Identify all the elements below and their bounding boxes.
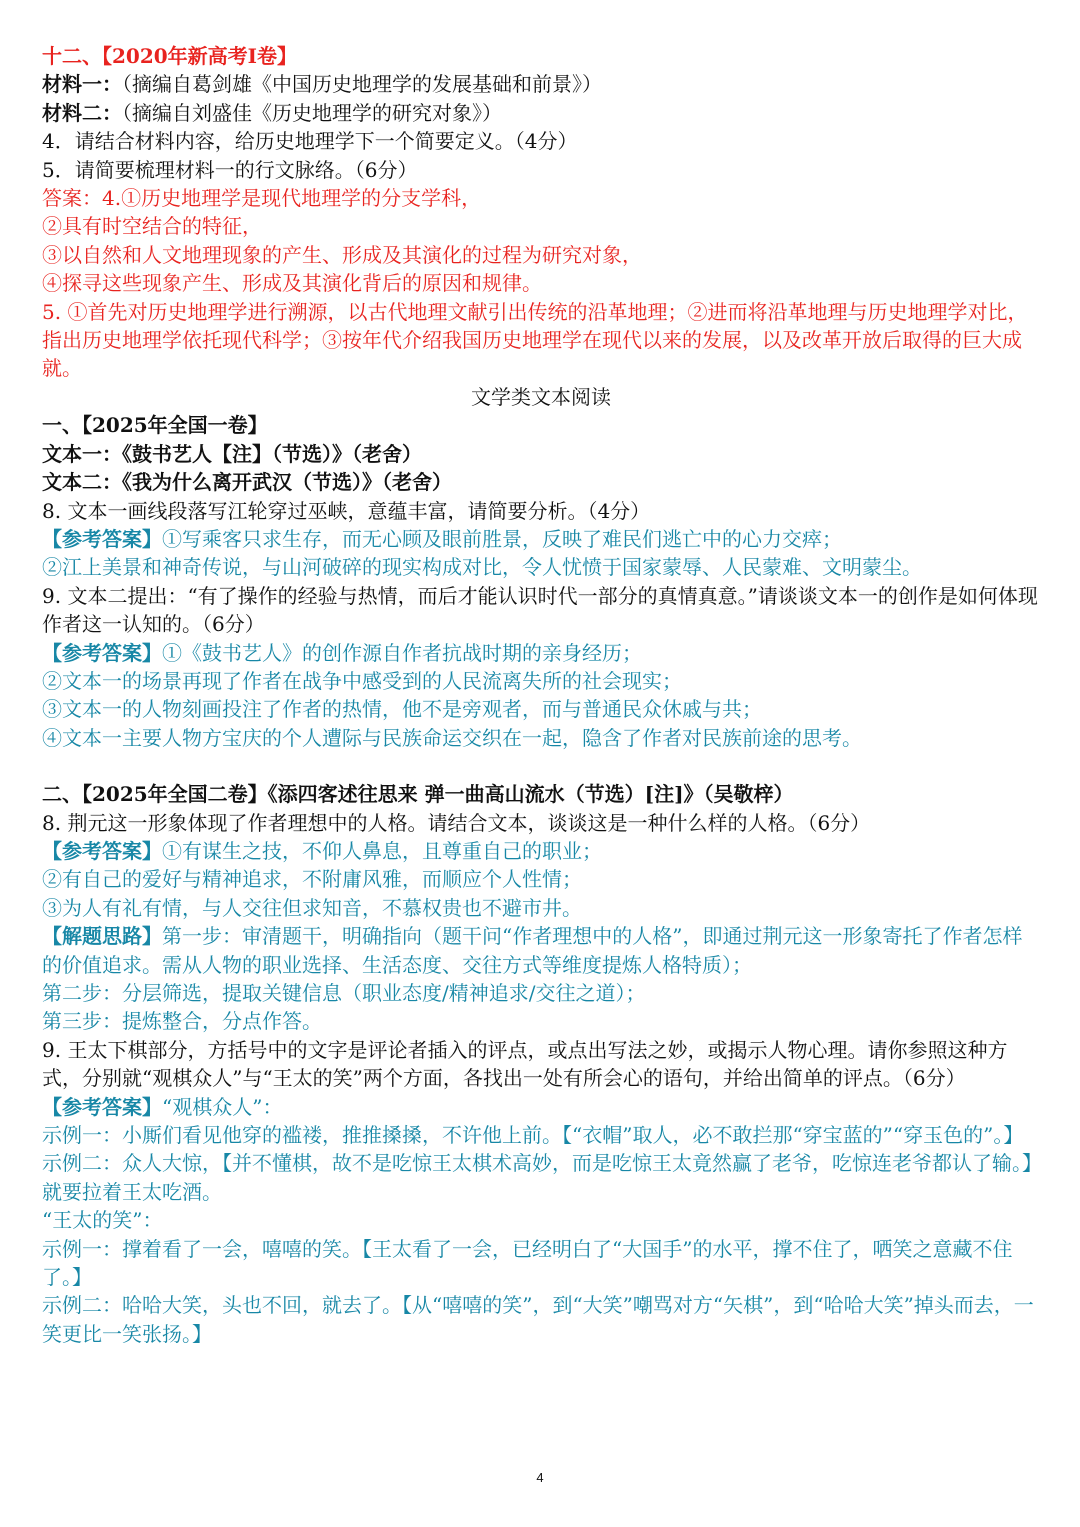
part-two-answer-9 (42, 1093, 1040, 1121)
part-one-text-one: 文本一：《鼓书艺人【注】（节选）》（老舍） (42, 441, 422, 466)
material-two-text: （摘编自刘盛佳《历史地理学的研究对象》） (122, 100, 502, 125)
page-number: 4 (536, 1470, 544, 1485)
material-one (42, 70, 1040, 98)
reference-answer-tag: 【参考答案】 (42, 640, 162, 665)
material-two (42, 99, 1040, 127)
answer-text: ①写乘客只求生存，而无心顾及眼前胜景，反映了难民们逃亡中的心力交瘁； (162, 526, 842, 551)
part-two-heading: 二、【2025年全国二卷】《添四客述往思来 弹一曲高山流水（节选）[注]》（吴敬梓） (42, 782, 794, 807)
material-two-label: 材料二： (42, 100, 122, 125)
answer-example: 示例二：哈哈大笑，头也不回，就去了。【从“嘻嘻的笑”，到“大笑”嘲骂对方“矢棋”，到“哈哈大笑”掉头而去，一笑更比一笑张扬。】 (42, 1293, 1034, 1346)
reference-answer-tag: 【参考答案】 (42, 1094, 162, 1119)
material-one-text: （摘编自葛剑雄《中国历史地理学的发展基础和前景》） (122, 72, 602, 97)
answer-line: ③以自然和人文地理现象的产生、形成及其演化的过程为研究对象， (42, 242, 642, 267)
answer-subheading: “观棋众人”： (162, 1094, 283, 1119)
answer-example: 示例一：小厮们看见他穿的褴褛，推推搡搡，不许他上前。【“衣帽”取人，必不敢拦那“穿宝蓝的”“穿玉色的”。】 (42, 1123, 1024, 1148)
part-one-question-9: 9. 文本二提出：“有了操作的经验与热情，而后才能认识时代一部分的真情真意。”请谈谈文本一的创作是如何体现作者这一认知的。（6分） (42, 583, 1038, 637)
answer-text: ②江上美景和神奇传说，与山河破碎的现实构成对比，令人忧愤于国家蒙辱、人民蒙难、文明蒙尘。 (42, 555, 922, 580)
answer-text: ③文本一的人物刻画投注了作者的热情，他不是旁观者，而与普通民众休戚与共； (42, 697, 762, 722)
part-one-answer-8 (42, 525, 1040, 553)
part-one-question-8: 8. 文本一画线段落写江轮穿过巫峡，意蕴丰富，请简要分析。（4分） (42, 498, 651, 523)
answer-text: ①《鼓书艺人》的创作源自作者抗战时期的亲身经历； (162, 640, 642, 665)
answer-example: 示例一：撑着看了一会，嘻嘻的笑。【王太看了一会，已经明白了“大国手”的水平，撑不住了，哂笑之意藏不住了。】 (42, 1236, 1013, 1290)
reference-answer-tag: 【参考答案】 (42, 526, 162, 551)
answer-line: ②具有时空结合的特征， (42, 214, 262, 239)
document-page (42, 42, 1040, 1348)
part-one-answer-9 (42, 639, 1040, 667)
solution-idea (42, 922, 1040, 979)
answer-line: ④探寻这些现象产生、形成及其演化背后的原因和规律。 (42, 271, 542, 296)
answer-text: ②有自己的爱好与精神追求，不附庸风雅，而顺应个人性情； (42, 867, 582, 892)
reference-answer-tag: 【参考答案】 (42, 838, 162, 863)
solution-step: 第一步：审清题干，明确指向（题干问“作者理想中的人格”，即通过荆元这一形象寄托了作者怎样的价值追求。需从人物的职业选择、生活态度、交往方式等维度提炼人格特质）； (42, 924, 1023, 977)
question-5: 5．请简要梳理材料一的行文脉络。（6分） (42, 157, 418, 182)
part-one-text-two: 文本二：《我为什么离开武汉（节选）》（老舍） (42, 470, 452, 495)
part-two-question-9: 9. 王太下棋部分，方括号中的文字是评论者插入的评点，或点出写法之妙，或揭示人物心理。请你参照这种方式，分别就“观棋众人”与“王太的笑”两个方面，各找出一处有所会心的语句，并给出简单的评点。（6分） (42, 1037, 1008, 1091)
answer-text: ③为人有礼有情，与人交往但求知音，不慕权贵也不避市井。 (42, 895, 582, 920)
answer-text: ①有谋生之技，不仰人鼻息，且尊重自己的职业； (162, 838, 602, 863)
part-two-question-8: 8. 荆元这一形象体现了作者理想中的人格。请结合文本，谈谈这是一种什么样的人格。（6分） (42, 810, 871, 835)
answer-line: 答案：4.①历史地理学是现代地理学的分支学科， (42, 186, 482, 211)
material-one-label: 材料一： (42, 72, 122, 97)
solution-idea-tag: 【解题思路】 (42, 924, 162, 949)
solution-step: 第三步：提炼整合，分点作答。 (42, 1009, 322, 1034)
answer-text: ②文本一的场景再现了作者在战争中感受到的人民流离失所的社会现实； (42, 668, 682, 693)
section-heading-2020: 十二、【2020年新高考Ⅰ卷】 (42, 44, 298, 68)
solution-step: 第二步：分层筛选，提取关键信息（职业态度/精神追求/交往之道）； (42, 981, 646, 1005)
answer-subheading: “王太的笑”： (42, 1208, 163, 1233)
part-two-answer-8 (42, 837, 1040, 865)
answer-text: ④文本一主要人物方宝庆的个人遭际与民族命运交织在一起，隐含了作者对民族前途的思考。 (42, 725, 862, 750)
question-4: 4．请结合材料内容，给历史地理学下一个简要定义。（4分） (42, 129, 578, 154)
literary-section-title: 文学类文本阅读 (471, 384, 611, 409)
spacer (42, 752, 1040, 780)
part-one-heading: 一、【2025年全国一卷】 (42, 413, 268, 438)
answer-5: 5. ①首先对历史地理学进行溯源，以古代地理文献引出传统的沿革地理；②进而将沿革地理与历史地理学对比，指出历史地理学依托现代科学；③按年代介绍我国历史地理学在现代以来的发展，以及改革开放后取得的巨大成就。 (42, 299, 1028, 381)
answer-example: 示例二：众人大惊，【并不懂棋，故不是吃惊王太棋术高妙，而是吃惊王太竟然赢了老爷，吃惊连老爷都认了输。】就要拉着王太吃酒。 (42, 1151, 1032, 1204)
